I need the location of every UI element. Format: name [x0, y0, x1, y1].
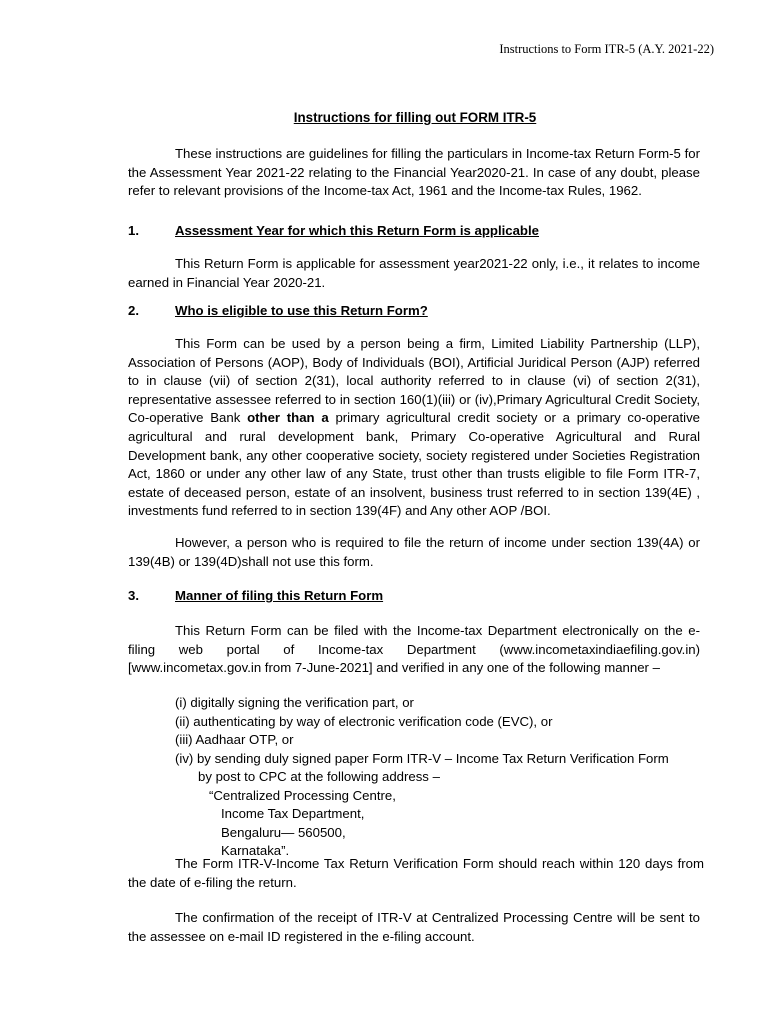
document-title: Instructions for filling out FORM ITR-5: [293, 110, 537, 125]
section-2-exclusion: However, a person who is required to file the return of income under section 139(4A) or 139(4B) or 139(4D)shall not use this form.: [128, 535, 700, 569]
verification-option: (i) digitally signing the verification part, or: [175, 695, 414, 710]
section-3-heading: [128, 587, 700, 606]
address-line: Bengaluru— 560500,: [221, 825, 346, 840]
intro-paragraph: These instructions are guidelines for filling the particulars in Income-tax Return Form-5 for the Assessment Year 2021-22 relating to the Financial Year2020-21. In case of any doubt, please refer to relevant provisions of the Income-tax Act, 1961 and the Income-tax Rules, 1962.: [128, 146, 700, 199]
section-2-body: [128, 335, 700, 521]
section-1-body: This Return Form is applicable for assessment year2021-22 only, i.e., it relates to income earned in Financial Year 2020-21.: [128, 256, 700, 290]
section-1-heading: [128, 222, 700, 241]
section-3-body: This Return Form can be filed with the Income-tax Department electronically on the e-filing web portal of Income-tax Department (www.incometaxindiaefiling.gov.in) [www.incometax.gov.in from 7-June-2021] and verified in any one of the following manner –: [128, 623, 700, 676]
verification-option: (iv) by sending duly signed paper Form ITR-V – Income Tax Return Verification Form: [175, 750, 669, 766]
address-line: Income Tax Department,: [221, 806, 365, 821]
verification-options-list: [175, 694, 715, 768]
eligibility-text-part1: This Form can be used by a person being a firm, Limited Liability Partnership (LLP), Association of Persons (AOP), Body of Individuals (BOI), Artificial Juridical Person (AJP) referred to in clause (vii) of section 2(31), local authority referred to in clause (vi) of section 2(31), representative assessee referred to in section 160(1)(iii) or (iv),Primary Agricultural Credit Society, Co-operative Bank: [128, 336, 700, 426]
eligibility-emphasis: other than a: [247, 410, 329, 426]
section-number: 2.: [128, 303, 139, 318]
section-title: Who is eligible to use this Return Form?: [175, 303, 428, 318]
itrv-confirmation-paragraph: The confirmation of the receipt of ITR-V at Centralized Processing Centre will be sent to the assessee on e-mail ID registered in the e-filing account.: [128, 910, 700, 944]
verification-option: (iii) Aadhaar OTP, or: [175, 732, 294, 748]
section-title: Assessment Year for which this Return Form is applicable: [175, 223, 539, 238]
verification-option: (ii) authenticating by way of electronic verification code (EVC), or: [175, 713, 553, 729]
itrv-deadline-note: The Form ITR-V-Income Tax Return Verification Form should reach within 120 days from the date of e-filing the return.: [128, 856, 704, 890]
section-number: 1.: [128, 223, 139, 238]
eligibility-text-part2: primary agricultural credit society or a primary co-operative agricultural and rural development bank, Primary Co-operative Agricultural and Rural Development bank, any other cooperative society, society registered under Societies Registration Act, 1860 or under any other law of any State, trust other than trusts eligible to file Form ITR-7, estate of deceased person, estate of an insolvent, business trust referred to in section 139(4E) , investments fund referred to in section 139(4F) and Any other AOP /BOI.: [128, 410, 701, 519]
address-line: “Centralized Processing Centre,: [209, 788, 396, 803]
section-number: 3.: [128, 588, 139, 603]
running-header: Instructions to Form ITR-5 (A.Y. 2021-22): [499, 42, 714, 56]
section-2-heading: [128, 302, 700, 321]
verification-option-continuation: by post to CPC at the following address –: [198, 769, 440, 784]
section-title: Manner of filing this Return Form: [175, 588, 384, 603]
address-line: Karnataka”.: [221, 843, 290, 858]
